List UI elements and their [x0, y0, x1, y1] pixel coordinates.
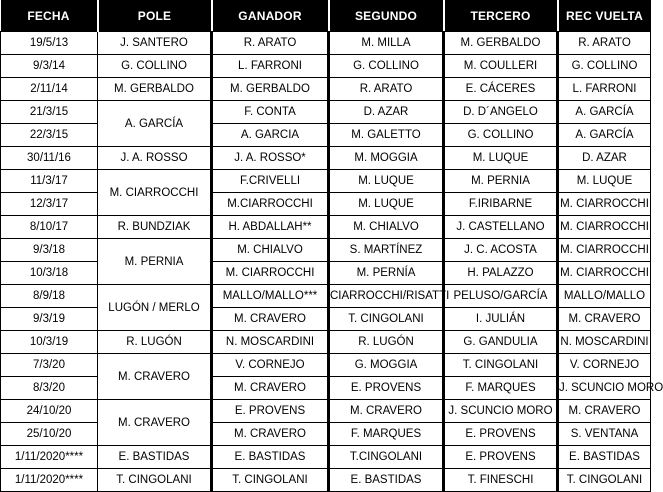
cell-fecha: 8/10/17 [1, 216, 98, 239]
cell-ganador: M. GERBALDO [212, 78, 329, 101]
cell-tercero: F.IRIBARNE [444, 193, 558, 216]
cell-tercero: T. CINGOLANI [444, 354, 558, 377]
cell-segundo: M. LUQUE [329, 193, 444, 216]
cell-segundo: E. BASTIDAS [329, 469, 444, 492]
cell-fecha: 9/3/18 [1, 239, 98, 262]
cell-tercero: J. SCUNCIO MORO [444, 400, 558, 423]
cell-fecha: 10/3/18 [1, 262, 98, 285]
cell-fecha: 8/9/18 [1, 285, 98, 308]
cell-segundo: T. CINGOLANI [329, 308, 444, 331]
cell-ganador: T. CINGOLANI [212, 469, 329, 492]
cell-ganador: M. CHIALVO [212, 239, 329, 262]
table-row [1, 78, 651, 101]
cell-fecha: 22/3/15 [1, 124, 98, 147]
cell-segundo: M. PERNÍA [329, 262, 444, 285]
cell-rec-vuelta: G. COLLINO [558, 55, 651, 78]
table-row [1, 239, 651, 262]
cell-tercero: H. PALAZZO [444, 262, 558, 285]
cell-fecha: 9/3/19 [1, 308, 98, 331]
cell-rec-vuelta: V. CORNEJO [558, 354, 651, 377]
cell-segundo: G. COLLINO [329, 55, 444, 78]
cell-fecha: 8/3/20 [1, 377, 98, 400]
cell-fecha: 9/3/14 [1, 55, 98, 78]
cell-pole: LUGÓN / MERLO [98, 285, 212, 331]
cell-fecha: 25/10/20 [1, 423, 98, 446]
cell-segundo: D. AZAR [329, 101, 444, 124]
cell-ganador: MALLO/MALLO*** [212, 285, 329, 308]
header-pole: POLE [98, 0, 212, 32]
cell-tercero: I. JULIÁN [444, 308, 558, 331]
header-ganador: GANADOR [212, 0, 329, 32]
cell-pole: J. SANTERO [98, 32, 212, 55]
cell-rec-vuelta: M. CIARROCCHI [558, 193, 651, 216]
cell-fecha: 30/11/16 [1, 147, 98, 170]
cell-segundo: R. LUGÓN [329, 331, 444, 354]
cell-ganador: L. FARRONI [212, 55, 329, 78]
cell-pole: M. CRAVERO [98, 354, 212, 400]
cell-tercero: M. COULLERI [444, 55, 558, 78]
cell-fecha: 7/3/20 [1, 354, 98, 377]
cell-pole: M. GERBALDO [98, 78, 212, 101]
cell-rec-vuelta: R. ARATO [558, 32, 651, 55]
cell-ganador: R. ARATO [212, 32, 329, 55]
cell-tercero: J. CASTELLANO [444, 216, 558, 239]
table-row [1, 32, 651, 55]
cell-segundo: M. MILLA [329, 32, 444, 55]
cell-ganador: J. A. ROSSO* [212, 147, 329, 170]
cell-pole: M. CIARROCCHI [98, 170, 212, 216]
cell-tercero: PELUSO/GARCÍA [444, 285, 558, 308]
cell-tercero: G. GANDULIA [444, 331, 558, 354]
cell-fecha: 19/5/13 [1, 32, 98, 55]
header-fecha: FECHA [1, 0, 98, 32]
cell-tercero: F. MARQUES [444, 377, 558, 400]
table-body [1, 32, 663, 492]
table-row [1, 331, 651, 354]
cell-segundo: M. CHIALVO [329, 216, 444, 239]
cell-segundo: R. ARATO [329, 78, 444, 101]
cell-rec-vuelta: L. FARRONI [558, 78, 651, 101]
cell-rec-vuelta: M. CIARROCCHI [558, 216, 651, 239]
cell-fecha: 2/11/14 [1, 78, 98, 101]
cell-rec-vuelta: M. CRAVERO [558, 400, 651, 423]
cell-ganador: H. ABDALLAH** [212, 216, 329, 239]
cell-pole: M. CRAVERO [98, 400, 212, 446]
cell-rec-vuelta: S. VENTANA [558, 423, 651, 446]
cell-tercero: D. D´ANGELO [444, 101, 558, 124]
cell-fecha: 24/10/20 [1, 400, 98, 423]
cell-segundo: T.CINGOLANI [329, 446, 444, 469]
cell-ganador: M. CRAVERO [212, 423, 329, 446]
cell-rec-vuelta: D. AZAR [558, 147, 651, 170]
table-row [1, 285, 651, 308]
cell-segundo: F. MARQUES [329, 423, 444, 446]
cell-rec-vuelta: MALLO/MALLO [558, 285, 651, 308]
cell-pole: E. BASTIDAS [98, 446, 212, 469]
header-tercero: TERCERO [444, 0, 558, 32]
cell-pole: M. PERNIA [98, 239, 212, 285]
cell-rec-vuelta: E. BASTIDAS [558, 446, 651, 469]
cell-ganador: E. PROVENS [212, 400, 329, 423]
cell-tercero: M. PERNIA [444, 170, 558, 193]
cell-tercero: M. GERBALDO [444, 32, 558, 55]
table-row [1, 216, 651, 239]
cell-ganador: V. CORNEJO [212, 354, 329, 377]
cell-tercero: E. PROVENS [444, 423, 558, 446]
cell-rec-vuelta: J. SCUNCIO MORO [558, 377, 651, 400]
cell-ganador: E. BASTIDAS [212, 446, 329, 469]
cell-ganador: M. CIARROCCHI [212, 262, 329, 285]
header-segundo: SEGUNDO [329, 0, 444, 32]
header-rec-vuelta: REC VUELTA [558, 0, 651, 32]
cell-rec-vuelta: M. CIARROCCHI [558, 262, 651, 285]
cell-pole: A. GARCÍA [98, 101, 212, 147]
cell-tercero: M. LUQUE [444, 147, 558, 170]
cell-tercero: G. COLLINO [444, 124, 558, 147]
cell-ganador: F. CONTA [212, 101, 329, 124]
cell-ganador: M. CRAVERO [212, 377, 329, 400]
cell-rec-vuelta: A. GARCÍA [558, 124, 651, 147]
cell-pole: T. CINGOLANI [98, 469, 212, 492]
cell-pole: R. LUGÓN [98, 331, 212, 354]
cell-ganador: M. CRAVERO [212, 308, 329, 331]
cell-fecha: 1/11/2020**** [1, 469, 98, 492]
cell-fecha: 12/3/17 [1, 193, 98, 216]
table-row [1, 170, 651, 193]
cell-ganador: N. MOSCARDINI [212, 331, 329, 354]
table-row [1, 147, 651, 170]
cell-segundo: M. GALETTO [329, 124, 444, 147]
cell-tercero: E. CÁCERES [444, 78, 558, 101]
table-row [1, 446, 651, 469]
cell-fecha: 21/3/15 [1, 101, 98, 124]
cell-segundo: M. CRAVERO [329, 400, 444, 423]
header-row [1, 0, 651, 32]
cell-ganador: F.CRIVELLI [212, 170, 329, 193]
cell-segundo: M. LUQUE [329, 170, 444, 193]
cell-segundo: M. MOGGIA [329, 147, 444, 170]
cell-segundo: E. PROVENS [329, 377, 444, 400]
cell-segundo: G. MOGGIA [329, 354, 444, 377]
table-header [1, 0, 651, 32]
cell-rec-vuelta: N. MOSCARDINI [558, 331, 651, 354]
table-row [1, 469, 651, 492]
cell-tercero: T. FINESCHI [444, 469, 558, 492]
cell-pole: R. BUNDZIAK [98, 216, 212, 239]
table-row [1, 101, 651, 124]
cell-segundo: S. MARTÍNEZ [329, 239, 444, 262]
table-row [1, 354, 651, 377]
cell-fecha: 10/3/19 [1, 331, 98, 354]
cell-rec-vuelta: M. LUQUE [558, 170, 651, 193]
table-row [1, 400, 651, 423]
cell-ganador: M.CIARROCCHI [212, 193, 329, 216]
cell-rec-vuelta: M. CIARROCCHI [558, 239, 651, 262]
cell-pole: G. COLLINO [98, 55, 212, 78]
cell-pole: J. A. ROSSO [98, 147, 212, 170]
cell-fecha: 1/11/2020**** [1, 446, 98, 469]
cell-ganador: A. GARCIA [212, 124, 329, 147]
cell-tercero: J. C. ACOSTA [444, 239, 558, 262]
cell-tercero: E. PROVENS [444, 446, 558, 469]
cell-segundo: CIARROCCHI/RISATTI [329, 285, 444, 308]
cell-rec-vuelta: A. GARCÍA [558, 101, 651, 124]
cell-fecha: 11/3/17 [1, 170, 98, 193]
table-row [1, 55, 651, 78]
cell-rec-vuelta: T. CINGOLANI [558, 469, 651, 492]
cell-rec-vuelta: M. CRAVERO [558, 308, 651, 331]
